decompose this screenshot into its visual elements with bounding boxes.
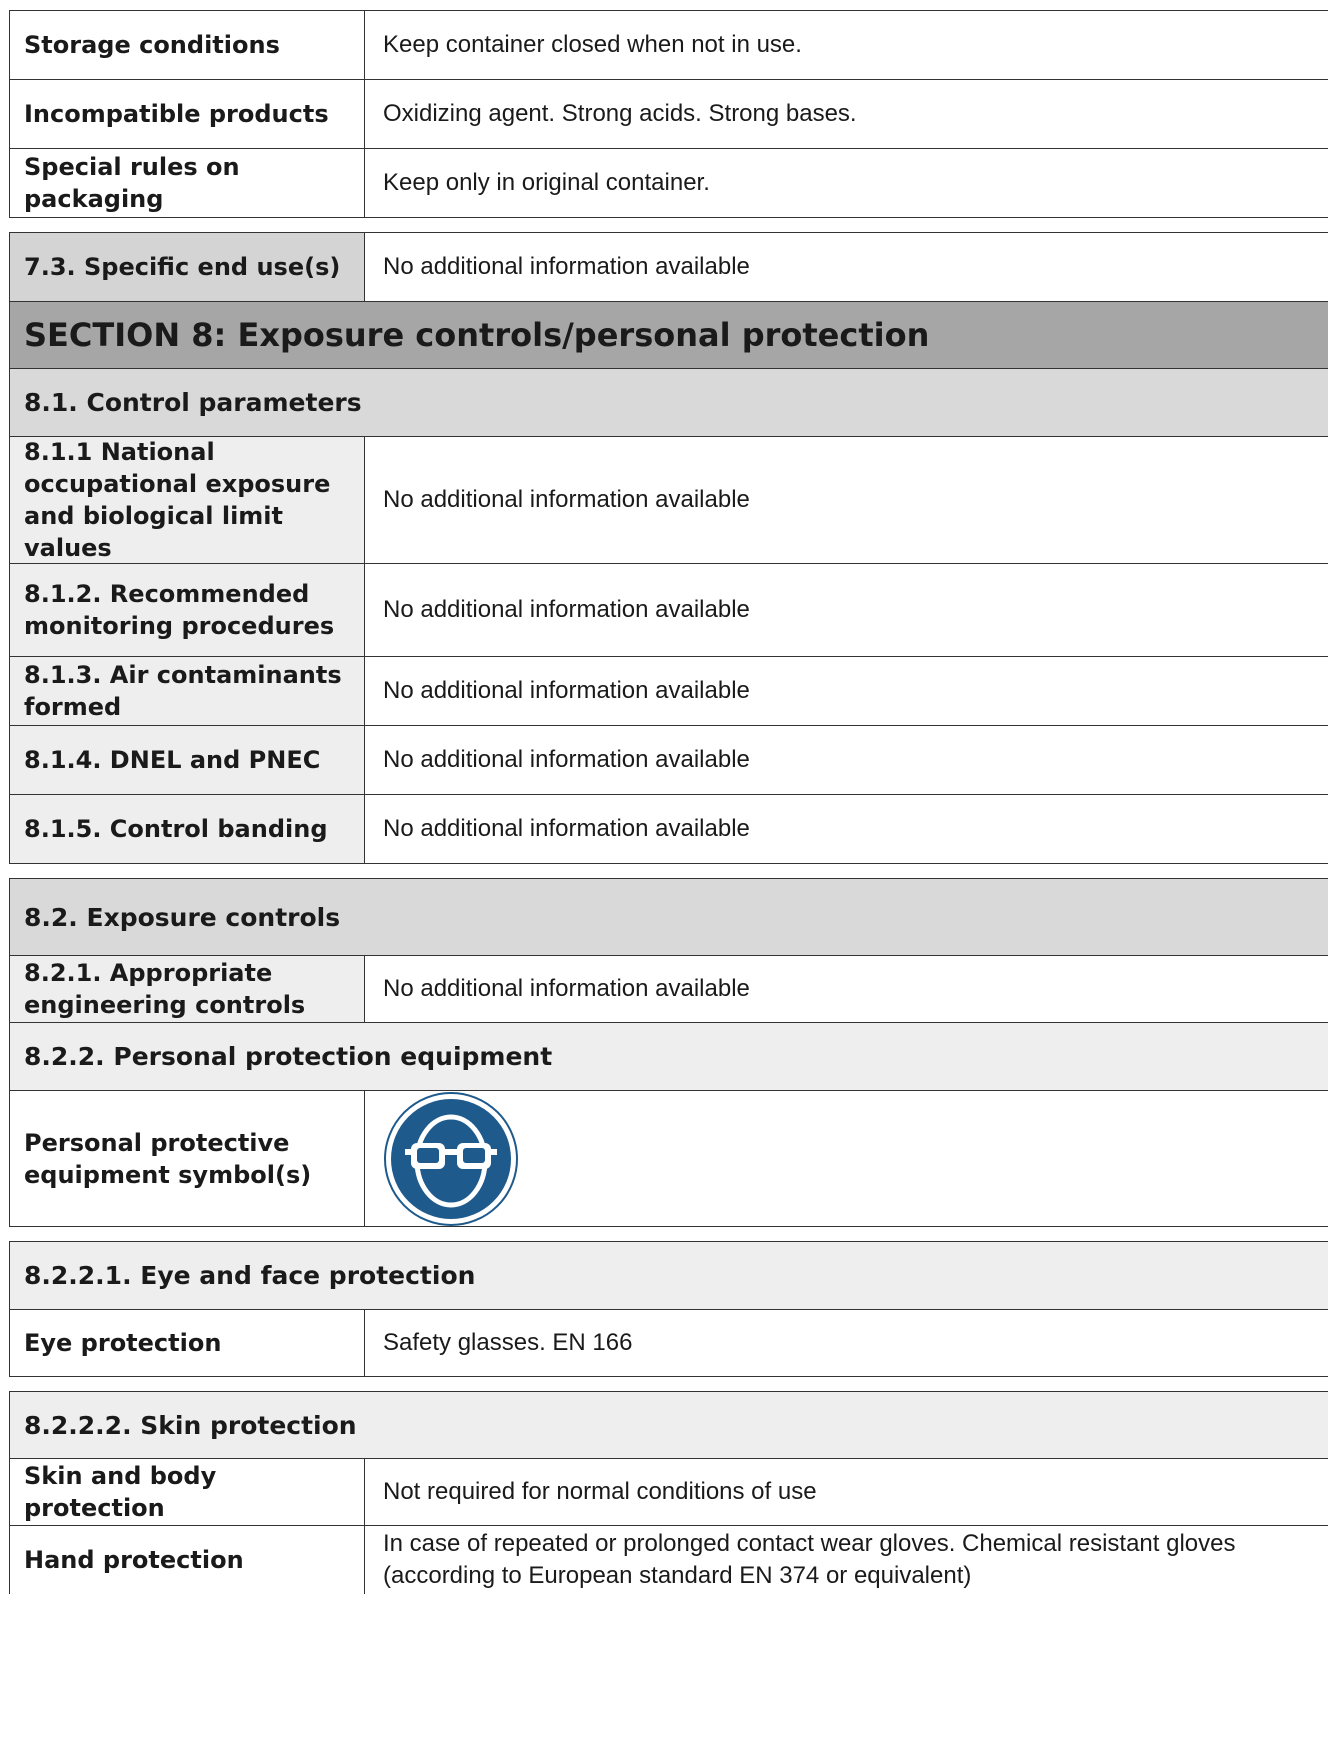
eye-face-title: 8.2.2.1. Eye and face protection <box>10 1242 1328 1309</box>
cp-value-5: No additional information available <box>383 815 750 842</box>
cp-row-3 <box>10 656 1328 725</box>
cp-label-4: 8.1.4. DNEL and PNEC <box>10 726 365 794</box>
storage-conditions-value: Keep container closed when not in use. <box>383 31 802 58</box>
special-rules-label: Special rules on packaging <box>10 149 365 217</box>
cp-value-4: No additional information available <box>383 746 750 773</box>
special-rules-value: Keep only in original container. <box>383 169 710 196</box>
engineering-row <box>10 955 1328 1022</box>
cp-label-3: 8.1.3. Air contaminants formed <box>10 657 365 725</box>
cp-label-2: 8.1.2. Recommended monitoring procedures <box>10 564 365 656</box>
incompatible-products-row <box>10 79 1328 148</box>
cp-value-1: No additional information available <box>383 486 750 513</box>
eye-protection-label: Eye protection <box>10 1310 365 1376</box>
cp-row-4 <box>10 725 1328 794</box>
special-rules-row <box>10 148 1328 217</box>
end-use-value: No additional information available <box>383 253 750 280</box>
storage-table <box>9 10 1328 218</box>
incompatible-products-label: Incompatible products <box>10 80 365 148</box>
cp-label-5: 8.1.5. Control banding <box>10 795 365 863</box>
end-use-label: 7.3. Specific end use(s) <box>10 233 365 301</box>
control-parameters-table <box>9 232 1328 864</box>
cp-row-1 <box>10 436 1328 563</box>
exposure-controls-title: 8.2. Exposure controls <box>10 879 1328 955</box>
skin-protection-title: 8.2.2.2. Skin protection <box>10 1392 1328 1458</box>
engineering-label: 8.2.1. Appropriate engineering controls <box>10 956 365 1022</box>
engineering-value: No additional information available <box>383 975 750 1002</box>
storage-conditions-row <box>10 11 1328 79</box>
eye-face-table <box>9 1241 1328 1377</box>
hand-protection-label: Hand protection <box>10 1526 365 1594</box>
incompatible-products-value: Oxidizing agent. Strong acids. Strong bases. <box>383 100 857 127</box>
eye-protection-row <box>10 1309 1328 1376</box>
hand-protection-row <box>10 1525 1328 1594</box>
cp-value-2: No additional information available <box>383 596 750 623</box>
cp-value-3: No additional information available <box>383 677 750 704</box>
eye-protection-value: Safety glasses. EN 166 <box>383 1329 633 1356</box>
cp-row-5 <box>10 794 1328 863</box>
section-8-title: SECTION 8: Exposure controls/personal protection <box>10 301 1328 369</box>
eye-protection-mandatory-icon <box>383 1091 519 1227</box>
sds-page <box>9 10 1328 1594</box>
end-use-row <box>10 233 1328 301</box>
ppe-symbol-row <box>10 1090 1328 1226</box>
cp-row-2 <box>10 563 1328 656</box>
ppe-symbol-label: Personal protective equipment symbol(s) <box>10 1091 365 1226</box>
storage-conditions-label: Storage conditions <box>10 11 365 79</box>
skin-body-value: Not required for normal conditions of use <box>383 1478 817 1505</box>
skin-body-row <box>10 1458 1328 1525</box>
cp-label-1: 8.1.1 National occupational exposure and biological limit values <box>10 437 365 563</box>
control-parameters-title: 8.1. Control parameters <box>10 369 1328 436</box>
skin-body-label: Skin and body protection <box>10 1459 365 1525</box>
ppe-title: 8.2.2. Personal protection equipment <box>10 1022 1328 1090</box>
skin-protection-table <box>9 1391 1328 1594</box>
ppe-symbol-cell <box>365 1091 1328 1226</box>
exposure-controls-table <box>9 878 1328 1227</box>
hand-protection-value: In case of repeated or prolonged contact wear gloves. Chemical resistant gloves (according to European standard EN 374 or equivalent) <box>383 1530 1236 1589</box>
